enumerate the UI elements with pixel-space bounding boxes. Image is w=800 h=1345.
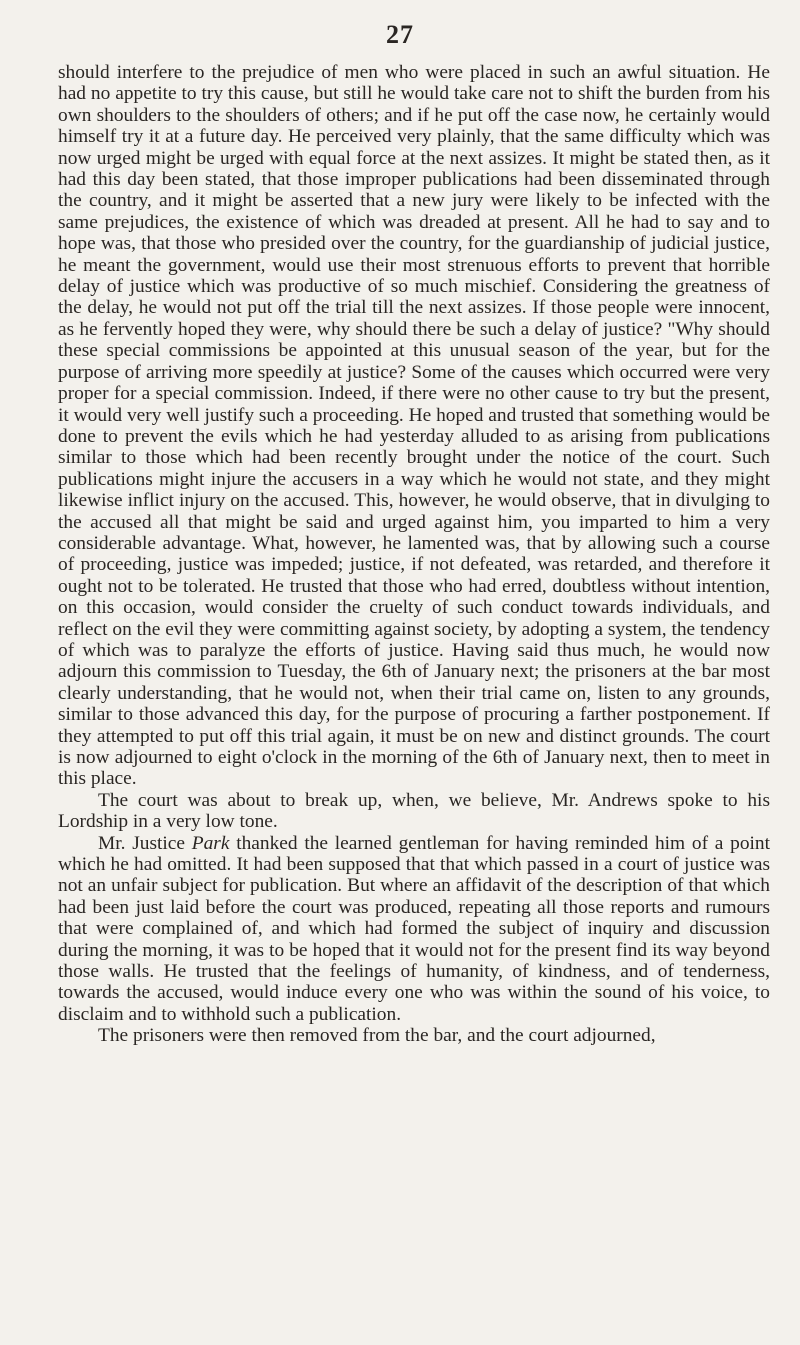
- page-number: 27: [386, 20, 414, 49]
- park-after: thanked the learned gentleman for having reminded him of a point which he had omitted. It had been supposed that that which passed in a court of justice was not an unfair subject for publication. But where an affidavit of the description of that which had been just laid before the court was produced, repeating all those reports and rumours that were complained of, and which had formed the subject of inquiry and discussion during the morning, it was to be hoped that it would not for the present find its way beyond those walls. He trusted that the feelings of humanity, of kindness, and of tenderness, towards the accused, would induce every one who was within the sound of his voice, to disclaim and to withhold such a publication.: [58, 832, 771, 1025]
- park-before: Mr. Justice: [98, 832, 192, 854]
- paragraph-justice-park: [58, 833, 770, 1026]
- park-name: Park: [191, 832, 230, 854]
- body-text: [58, 62, 770, 1047]
- paragraph-closing: The prisoners were then removed from the bar, and the court adjourned,: [98, 1025, 656, 1047]
- paragraph-court-break-up: The court was about to break up, when, we believe, Mr. Andrews spoke to his Lordship in a very low tone.: [58, 789, 770, 833]
- paragraph-judge-speech: should interfere to the prejudice of men who were placed in such an awful situation. He had no appetite to try this cause, but still he would take care not to shift the burden from his own shoulders to the shoulders of others; and if he put off the case now, he certainly would himself try it at a future day. He perceived very plainly, that the same difficulty which was now urged might be urged with equal force at the next assizes. It might be stated then, as it had this day been stated, that those improper publications had been disseminated through the country, and it might be asserted that a new jury were likely to be infected with the same prejudices, the existence of which was dreaded at present. All he had to say and to hope was, that those who presided over the country, for the guardianship of judicial justice, he meant the government, would use their most strenuous efforts to prevent that horrible delay of justice which was productive of so much mischief. Considering the greatness of the delay, he would not put off the trial till the next assizes. If those people were innocent, as he fervently hoped they were, why should there be such a delay of justice? "Why should these special commissions be appointed at this unusual season of the year, but for the purpose of arriving more speedily at justice? Some of the causes which occurred were very proper for a special commission. Indeed, if there were no other cause to try but the present, it would very well justify such a proceeding. He hoped and trusted that something would be done to prevent the evils which he had yesterday alluded to as arising from publications similar to those which had been recently brought under the notice of the court. Such publications might injure the accusers in a way which he would not state, and they might likewise inflict injury on the accused. This, however, he would observe, that in divulging to the accused all that might be said and urged against him, you imparted to him a very considerable advantage. What, however, he lamented was, that by allowing such a course of proceeding, justice was impeded; justice, if not defeated, was retarded, and therefore it ought not to be tolerated. He trusted that those who had erred, doubtless without intention, on this occasion, would consider the cruelty of such conduct towards individuals, and reflect on the evil they were committing against society, by adopting a system, the tendency of which was to paralyze the efforts of justice. Having said thus much, he would now adjourn this commission to Tuesday, the 6th of January next; the prisoners at the bar most clearly understanding, that he would not, when their trial came on, listen to any grounds, similar to those advanced this day, for the purpose of procuring a farther postponement. If they attempted to put off this trial again, it must be on new and distinct grounds. The court is now adjourned to eight o'clock in the morning of the 6th of January next, then to meet in this place.: [58, 62, 770, 790]
